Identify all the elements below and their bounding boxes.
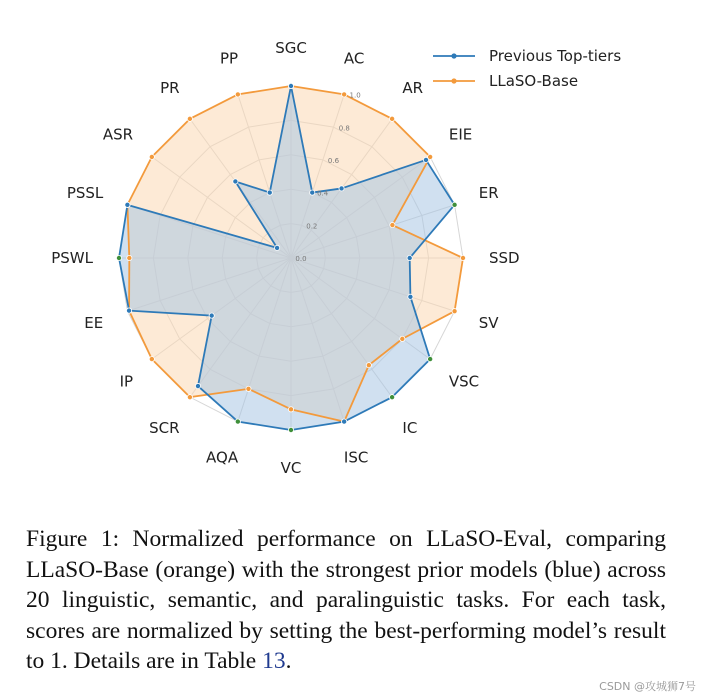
tick-label: 0.6 [327,157,340,166]
data-point [339,186,344,191]
data-point [428,356,433,361]
data-point [246,386,251,391]
axis-label: IP [119,372,134,391]
data-point [423,157,428,162]
legend-marker [451,78,456,83]
table-reference-link[interactable]: 13 [262,648,286,674]
data-point [390,222,395,227]
data-point [187,395,192,400]
axis-label: AR [402,79,424,98]
data-point [288,427,293,432]
data-point [267,190,272,195]
data-point [288,407,293,412]
tick-label: 0.4 [317,189,329,198]
axis-label: PSSL [66,184,104,203]
data-point [389,116,394,121]
axis-label: SGC [275,39,307,57]
data-point [126,308,131,313]
axis-label: PP [220,49,239,68]
axis-label: PSWL [51,249,93,267]
data-point [400,336,405,341]
legend [433,47,621,90]
data-point [235,419,240,424]
axis-label: SV [478,313,499,332]
axis-label: SCR [149,418,180,437]
figure-caption [26,524,666,677]
caption-text: Figure 1: Normalized performance on LLaSO-Eval, comparing LLaSO-Base (orange) with the strongest prior models (blue) across 20 linguistic, semantic, and paralinguistic tasks. For each task, scores are normalized by setting the best-performing model’s result to 1. Details are in Table [26,526,666,674]
legend-marker [451,53,456,58]
data-point [310,190,315,195]
axis-label: VC [280,459,302,477]
data-point [274,245,279,250]
data-point [116,255,121,260]
data-point [389,395,394,400]
axis-label: SSD [489,249,520,267]
data-point [366,363,371,368]
axis-label: PR [160,79,180,98]
data-point [342,419,347,424]
tick-label: 0.2 [306,222,318,231]
data-point [288,83,293,88]
tick-label: 1.0 [349,91,361,100]
axis-label: ISC [343,448,369,467]
axis-label: ER [478,184,499,203]
axis-label: AC [343,49,365,68]
data-point [452,202,457,207]
data-point [235,92,240,97]
data-point [195,383,200,388]
data-point [233,179,238,184]
data-point [407,255,412,260]
data-point [209,313,214,318]
axis-label: EE [84,313,104,332]
tick-label: 0.0 [295,255,307,263]
axis-label: VSC [448,372,480,391]
data-point [149,154,154,159]
data-point [452,309,457,314]
radar-series [116,83,465,432]
tick-label: 0.8 [338,124,350,133]
caption-tail: . [285,648,292,674]
axis-label: ASR [102,125,134,144]
watermark: CSDN @攻城狮7号 [599,680,696,693]
data-point [342,92,347,97]
axis-label: IC [402,418,418,437]
data-point [149,356,154,361]
data-point [187,116,192,121]
legend-label: LLaSO-Base [489,72,579,90]
axis-label: AQA [206,448,239,467]
data-point [408,294,413,299]
data-point [460,255,465,260]
legend-label: Previous Top-tiers [489,47,622,65]
data-point [127,255,132,260]
axis-label: EIE [448,125,473,144]
data-point [125,202,130,207]
